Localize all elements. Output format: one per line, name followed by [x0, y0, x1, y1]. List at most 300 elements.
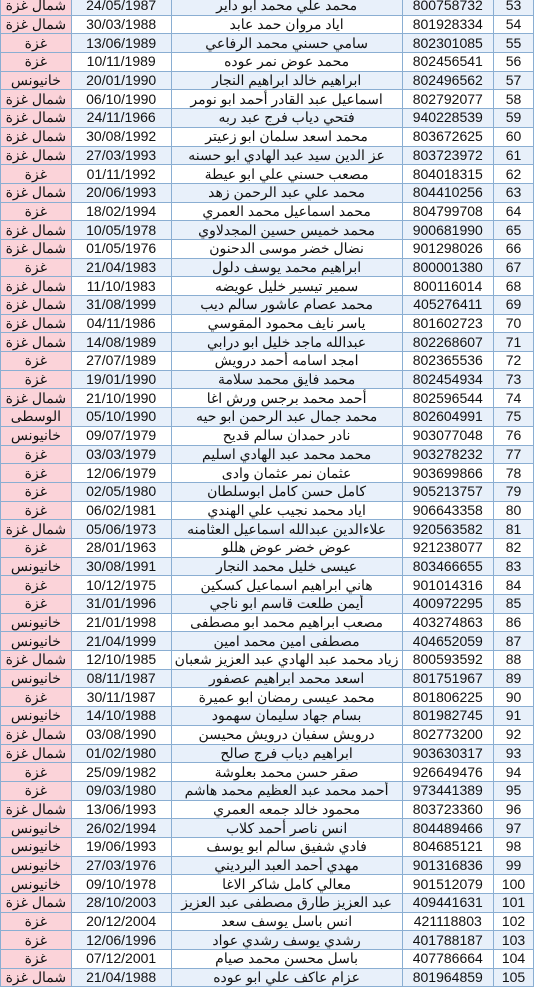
- id-number-cell: 940228539: [402, 109, 493, 128]
- row-number-cell: 92: [494, 725, 534, 744]
- full-name-cell: أحمد محمد برجس ورش اغا: [171, 389, 402, 408]
- full-name-cell: نضال خضر موسى الدحنون: [171, 239, 402, 258]
- region-cell: شمال غزة: [1, 127, 72, 146]
- birth-date-cell: 20/06/1993: [71, 183, 171, 202]
- birth-date-cell: 14/10/1988: [71, 707, 171, 726]
- full-name-cell: اياد محمد نجيب علي الهندي: [171, 501, 402, 520]
- table-row: [1, 912, 534, 931]
- full-name-cell: ابراهيم خالد ابراهيم النجار: [171, 71, 402, 90]
- row-number-cell: 98: [494, 837, 534, 856]
- row-number-cell: 78: [494, 464, 534, 483]
- full-name-cell: محمود خالد جمعه العمري: [171, 800, 402, 819]
- row-number-cell: 65: [494, 221, 534, 240]
- row-number-cell: 71: [494, 333, 534, 352]
- birth-date-cell: 10/05/1978: [71, 221, 171, 240]
- id-number-cell: 407786664: [402, 950, 493, 969]
- row-number-cell: 59: [494, 109, 534, 128]
- id-number-cell: 803723972: [402, 146, 493, 165]
- row-number-cell: 66: [494, 239, 534, 258]
- row-number-cell: 62: [494, 165, 534, 184]
- id-number-cell: 403274863: [402, 613, 493, 632]
- table-row: [1, 464, 534, 483]
- birth-date-cell: 12/10/1985: [71, 651, 171, 670]
- birth-date-cell: 10/12/1975: [71, 576, 171, 595]
- birth-date-cell: 18/02/1994: [71, 202, 171, 221]
- region-cell: غزة: [1, 538, 72, 557]
- full-name-cell: كامل حسن كامل ابوسلطان: [171, 482, 402, 501]
- birth-date-cell: 12/06/1996: [71, 931, 171, 950]
- row-number-cell: 99: [494, 856, 534, 875]
- birth-date-cell: 10/11/1989: [71, 53, 171, 72]
- row-number-cell: 56: [494, 53, 534, 72]
- row-number-cell: 102: [494, 912, 534, 931]
- table-row: [1, 819, 534, 838]
- table-row: [1, 146, 534, 165]
- region-cell: شمال غزة: [1, 520, 72, 539]
- table-row: [1, 165, 534, 184]
- id-number-cell: 801751967: [402, 669, 493, 688]
- table-row: [1, 109, 534, 128]
- birth-date-cell: 11/10/1983: [71, 277, 171, 296]
- id-number-cell: 800758732: [402, 0, 493, 15]
- region-cell: غزة: [1, 781, 72, 800]
- full-name-cell: مصعب حسني علي ابو عيطة: [171, 165, 402, 184]
- region-cell: شمال غزة: [1, 968, 72, 987]
- full-name-cell: محمد اسماعيل محمد العمري: [171, 202, 402, 221]
- region-cell: شمال غزة: [1, 221, 72, 240]
- id-number-cell: 405276411: [402, 296, 493, 315]
- birth-date-cell: 24/11/1966: [71, 109, 171, 128]
- full-name-cell: عثمان نمر عثمان وادى: [171, 464, 402, 483]
- birth-date-cell: 27/03/1993: [71, 146, 171, 165]
- records-table-body: [1, 0, 534, 987]
- birth-date-cell: 12/06/1979: [71, 464, 171, 483]
- birth-date-cell: 19/01/1990: [71, 370, 171, 389]
- row-number-cell: 87: [494, 632, 534, 651]
- table-row: [1, 576, 534, 595]
- full-name-cell: مصعب ابراهيم محمد ابو مصطفى: [171, 613, 402, 632]
- row-number-cell: 81: [494, 520, 534, 539]
- id-number-cell: 804410256: [402, 183, 493, 202]
- full-name-cell: محمد عوض نمر عوده: [171, 53, 402, 72]
- region-cell: غزة: [1, 763, 72, 782]
- row-number-cell: 84: [494, 576, 534, 595]
- id-number-cell: 404652059: [402, 632, 493, 651]
- id-number-cell: 802773200: [402, 725, 493, 744]
- full-name-cell: سمير تيسير خليل عويضه: [171, 277, 402, 296]
- full-name-cell: عزام عاكف علي ابو عوده: [171, 968, 402, 987]
- id-number-cell: 906643358: [402, 501, 493, 520]
- id-number-cell: 973441389: [402, 781, 493, 800]
- table-row: [1, 520, 534, 539]
- id-number-cell: 800116014: [402, 277, 493, 296]
- id-number-cell: 804685121: [402, 837, 493, 856]
- id-number-cell: 802365536: [402, 352, 493, 371]
- birth-date-cell: 21/04/1988: [71, 968, 171, 987]
- region-cell: شمال غزة: [1, 651, 72, 670]
- region-cell: خانيونس: [1, 707, 72, 726]
- full-name-cell: محمد عصام عاشور سالم ديب: [171, 296, 402, 315]
- full-name-cell: ياسر نايف محمود المقوسي: [171, 314, 402, 333]
- table-row: [1, 501, 534, 520]
- row-number-cell: 77: [494, 445, 534, 464]
- table-row: [1, 258, 534, 277]
- table-row: [1, 296, 534, 315]
- birth-date-cell: 09/07/1979: [71, 426, 171, 445]
- id-number-cell: 802454934: [402, 370, 493, 389]
- full-name-cell: محمد جمال عبد الرحمن ابو حيه: [171, 408, 402, 427]
- region-cell: شمال غزة: [1, 800, 72, 819]
- birth-date-cell: 26/02/1994: [71, 819, 171, 838]
- table-row: [1, 781, 534, 800]
- row-number-cell: 89: [494, 669, 534, 688]
- id-number-cell: 800001380: [402, 258, 493, 277]
- row-number-cell: 94: [494, 763, 534, 782]
- table-row: [1, 370, 534, 389]
- id-number-cell: 409441631: [402, 894, 493, 913]
- row-number-cell: 91: [494, 707, 534, 726]
- full-name-cell: محمد محمد عبد الهادي اسليم: [171, 445, 402, 464]
- id-number-cell: 804799708: [402, 202, 493, 221]
- birth-date-cell: 25/09/1982: [71, 763, 171, 782]
- full-name-cell: صقر حسن محمد بعلوشة: [171, 763, 402, 782]
- table-row: [1, 352, 534, 371]
- region-cell: خانيونس: [1, 632, 72, 651]
- id-number-cell: 803466655: [402, 557, 493, 576]
- region-cell: خانيونس: [1, 426, 72, 445]
- birth-date-cell: 31/08/1999: [71, 296, 171, 315]
- id-number-cell: 802301085: [402, 34, 493, 53]
- region-cell: غزة: [1, 258, 72, 277]
- region-cell: غزة: [1, 931, 72, 950]
- row-number-cell: 53: [494, 0, 534, 15]
- table-row: [1, 53, 534, 72]
- region-cell: غزة: [1, 370, 72, 389]
- row-number-cell: 72: [494, 352, 534, 371]
- table-row: [1, 389, 534, 408]
- table-row: [1, 707, 534, 726]
- id-number-cell: 801928334: [402, 15, 493, 34]
- full-name-cell: محمد علي عبد الرحمن زهد: [171, 183, 402, 202]
- region-cell: خانيونس: [1, 669, 72, 688]
- region-cell: شمال غزة: [1, 15, 72, 34]
- birth-date-cell: 30/11/1987: [71, 688, 171, 707]
- table-row: [1, 744, 534, 763]
- row-number-cell: 73: [494, 370, 534, 389]
- region-cell: غزة: [1, 34, 72, 53]
- full-name-cell: عيسى خليل محمد النجار: [171, 557, 402, 576]
- birth-date-cell: 21/01/1998: [71, 613, 171, 632]
- birth-date-cell: 08/11/1987: [71, 669, 171, 688]
- birth-date-cell: 21/04/1983: [71, 258, 171, 277]
- birth-date-cell: 31/01/1996: [71, 595, 171, 614]
- table-row: [1, 595, 534, 614]
- row-number-cell: 103: [494, 931, 534, 950]
- full-name-cell: باسل محسن محمد صيام: [171, 950, 402, 969]
- birth-date-cell: 21/04/1999: [71, 632, 171, 651]
- id-number-cell: 903077048: [402, 426, 493, 445]
- table-row: [1, 408, 534, 427]
- full-name-cell: محمد علي محمد ابو داير: [171, 0, 402, 15]
- table-row: [1, 445, 534, 464]
- id-number-cell: 903630317: [402, 744, 493, 763]
- row-number-cell: 80: [494, 501, 534, 520]
- id-number-cell: 901298026: [402, 239, 493, 258]
- row-number-cell: 69: [494, 296, 534, 315]
- row-number-cell: 93: [494, 744, 534, 763]
- id-number-cell: 802456541: [402, 53, 493, 72]
- birth-date-cell: 28/01/1963: [71, 538, 171, 557]
- id-number-cell: 903278232: [402, 445, 493, 464]
- id-number-cell: 900681990: [402, 221, 493, 240]
- full-name-cell: محمد فايق محمد سلامة: [171, 370, 402, 389]
- table-row: [1, 0, 534, 15]
- table-row: [1, 968, 534, 987]
- id-number-cell: 804489466: [402, 819, 493, 838]
- id-number-cell: 901014316: [402, 576, 493, 595]
- table-row: [1, 538, 534, 557]
- table-row: [1, 651, 534, 670]
- region-cell: شمال غزة: [1, 239, 72, 258]
- row-number-cell: 63: [494, 183, 534, 202]
- id-number-cell: 903699866: [402, 464, 493, 483]
- row-number-cell: 97: [494, 819, 534, 838]
- table-row: [1, 34, 534, 53]
- region-cell: غزة: [1, 595, 72, 614]
- table-row: [1, 950, 534, 969]
- id-number-cell: 801964859: [402, 968, 493, 987]
- region-cell: خانيونس: [1, 557, 72, 576]
- full-name-cell: اسماعيل عبد القادر أحمد ابو نومر: [171, 90, 402, 109]
- full-name-cell: معالي كامل شاكر الاغا: [171, 875, 402, 894]
- birth-date-cell: 24/05/1987: [71, 0, 171, 15]
- region-cell: شمال غزة: [1, 0, 72, 15]
- id-number-cell: 920563582: [402, 520, 493, 539]
- region-cell: غزة: [1, 912, 72, 931]
- full-name-cell: رشدي يوسف رشدي عواد: [171, 931, 402, 950]
- id-number-cell: 901316836: [402, 856, 493, 875]
- row-number-cell: 57: [494, 71, 534, 90]
- region-cell: غزة: [1, 576, 72, 595]
- id-number-cell: 802792077: [402, 90, 493, 109]
- region-cell: شمال غزة: [1, 744, 72, 763]
- region-cell: شمال غزة: [1, 146, 72, 165]
- region-cell: الوسطى: [1, 408, 72, 427]
- id-number-cell: 804018315: [402, 165, 493, 184]
- row-number-cell: 55: [494, 34, 534, 53]
- row-number-cell: 70: [494, 314, 534, 333]
- region-cell: خانيونس: [1, 875, 72, 894]
- id-number-cell: 905213757: [402, 482, 493, 501]
- row-number-cell: 82: [494, 538, 534, 557]
- row-number-cell: 58: [494, 90, 534, 109]
- birth-date-cell: 05/10/1990: [71, 408, 171, 427]
- row-number-cell: 105: [494, 968, 534, 987]
- table-row: [1, 856, 534, 875]
- full-name-cell: مهدي أحمد العبد البرديني: [171, 856, 402, 875]
- full-name-cell: مصطفى امين محمد امين: [171, 632, 402, 651]
- region-cell: شمال غزة: [1, 90, 72, 109]
- region-cell: خانيونس: [1, 819, 72, 838]
- table-row: [1, 183, 534, 202]
- region-cell: خانيونس: [1, 71, 72, 90]
- row-number-cell: 83: [494, 557, 534, 576]
- full-name-cell: أحمد محمد عبد العظيم محمد هاشم: [171, 781, 402, 800]
- row-number-cell: 100: [494, 875, 534, 894]
- region-cell: شمال غزة: [1, 109, 72, 128]
- birth-date-cell: 30/08/1992: [71, 127, 171, 146]
- id-number-cell: 801806225: [402, 688, 493, 707]
- birth-date-cell: 20/01/1990: [71, 71, 171, 90]
- full-name-cell: عبدالله ماجد خليل ابو درابي: [171, 333, 402, 352]
- row-number-cell: 96: [494, 800, 534, 819]
- region-cell: خانيونس: [1, 837, 72, 856]
- id-number-cell: 921238077: [402, 538, 493, 557]
- full-name-cell: عوض خضر عوض هللو: [171, 538, 402, 557]
- full-name-cell: هاني ابراهيم اسماعيل كسكين: [171, 576, 402, 595]
- birth-date-cell: 06/10/1990: [71, 90, 171, 109]
- birth-date-cell: 07/12/2001: [71, 950, 171, 969]
- table-row: [1, 127, 534, 146]
- region-cell: غزة: [1, 464, 72, 483]
- full-name-cell: عبد العزيز طارق مصطفى عبد العزيز: [171, 894, 402, 913]
- full-name-cell: عز الدين سيد عبد الهادي ابو حسنه: [171, 146, 402, 165]
- row-number-cell: 101: [494, 894, 534, 913]
- table-row: [1, 482, 534, 501]
- birth-date-cell: 03/08/1990: [71, 725, 171, 744]
- full-name-cell: علاءالدين عبدالله اسماعيل العثامنه: [171, 520, 402, 539]
- table-row: [1, 800, 534, 819]
- birth-date-cell: 27/03/1976: [71, 856, 171, 875]
- row-number-cell: 60: [494, 127, 534, 146]
- full-name-cell: فتحي دياب فرج عبد ربه: [171, 109, 402, 128]
- birth-date-cell: 03/03/1979: [71, 445, 171, 464]
- id-number-cell: 421118803: [402, 912, 493, 931]
- row-number-cell: 76: [494, 426, 534, 445]
- birth-date-cell: 04/11/1986: [71, 314, 171, 333]
- id-number-cell: 901512079: [402, 875, 493, 894]
- region-cell: شمال غزة: [1, 296, 72, 315]
- region-cell: غزة: [1, 482, 72, 501]
- birth-date-cell: 01/11/1992: [71, 165, 171, 184]
- row-number-cell: 61: [494, 146, 534, 165]
- table-row: [1, 15, 534, 34]
- birth-date-cell: 28/10/2003: [71, 894, 171, 913]
- id-number-cell: 802604991: [402, 408, 493, 427]
- full-name-cell: ابراهيم محمد يوسف دلول: [171, 258, 402, 277]
- full-name-cell: أيمن طلعت قاسم ابو ناجي: [171, 595, 402, 614]
- table-row: [1, 688, 534, 707]
- id-number-cell: 400972295: [402, 595, 493, 614]
- full-name-cell: انس باسل يوسف سعد: [171, 912, 402, 931]
- region-cell: شمال غزة: [1, 333, 72, 352]
- table-row: [1, 426, 534, 445]
- region-cell: غزة: [1, 202, 72, 221]
- full-name-cell: زياد محمد عبد الهادي عبد العزيز شعبان: [171, 651, 402, 670]
- table-row: [1, 90, 534, 109]
- birth-date-cell: 05/06/1973: [71, 520, 171, 539]
- region-cell: خانيونس: [1, 856, 72, 875]
- region-cell: شمال غزة: [1, 389, 72, 408]
- birth-date-cell: 13/06/1989: [71, 34, 171, 53]
- row-number-cell: 88: [494, 651, 534, 670]
- id-number-cell: 803723360: [402, 800, 493, 819]
- birth-date-cell: 09/10/1978: [71, 875, 171, 894]
- table-row: [1, 239, 534, 258]
- table-row: [1, 613, 534, 632]
- region-cell: غزة: [1, 53, 72, 72]
- full-name-cell: محمد عيسى رمضان ابو عميرة: [171, 688, 402, 707]
- row-number-cell: 74: [494, 389, 534, 408]
- birth-date-cell: 02/05/1980: [71, 482, 171, 501]
- birth-date-cell: 21/10/1990: [71, 389, 171, 408]
- full-name-cell: ابراهيم دياب فرج صالح: [171, 744, 402, 763]
- birth-date-cell: 01/05/1976: [71, 239, 171, 258]
- row-number-cell: 54: [494, 15, 534, 34]
- region-cell: شمال غزة: [1, 183, 72, 202]
- birth-date-cell: 27/07/1989: [71, 352, 171, 371]
- id-number-cell: 926649476: [402, 763, 493, 782]
- birth-date-cell: 13/06/1993: [71, 800, 171, 819]
- full-name-cell: اسعد محمد ابراهيم عصفور: [171, 669, 402, 688]
- birth-date-cell: 09/03/1980: [71, 781, 171, 800]
- row-number-cell: 68: [494, 277, 534, 296]
- region-cell: شمال غزة: [1, 894, 72, 913]
- full-name-cell: انس ناصر أحمد كلاب: [171, 819, 402, 838]
- row-number-cell: 79: [494, 482, 534, 501]
- birth-date-cell: 20/12/2004: [71, 912, 171, 931]
- table-row: [1, 837, 534, 856]
- id-number-cell: 802596544: [402, 389, 493, 408]
- full-name-cell: درويش سفيان درويش محيسن: [171, 725, 402, 744]
- table-row: [1, 931, 534, 950]
- row-number-cell: 90: [494, 688, 534, 707]
- id-number-cell: 801982745: [402, 707, 493, 726]
- region-cell: شمال غزة: [1, 277, 72, 296]
- table-row: [1, 557, 534, 576]
- region-cell: غزة: [1, 950, 72, 969]
- table-row: [1, 875, 534, 894]
- birth-date-cell: 30/08/1991: [71, 557, 171, 576]
- birth-date-cell: 01/02/1980: [71, 744, 171, 763]
- id-number-cell: 801602723: [402, 314, 493, 333]
- table-row: [1, 277, 534, 296]
- row-number-cell: 95: [494, 781, 534, 800]
- table-row: [1, 763, 534, 782]
- id-number-cell: 802268607: [402, 333, 493, 352]
- region-cell: غزة: [1, 445, 72, 464]
- table-row: [1, 725, 534, 744]
- full-name-cell: بسام جهاد سليمان سهمود: [171, 707, 402, 726]
- table-row: [1, 632, 534, 651]
- region-cell: غزة: [1, 688, 72, 707]
- table-row: [1, 202, 534, 221]
- row-number-cell: 104: [494, 950, 534, 969]
- id-number-cell: 401788187: [402, 931, 493, 950]
- full-name-cell: سامي حسني محمد الرفاعي: [171, 34, 402, 53]
- region-cell: غزة: [1, 165, 72, 184]
- id-number-cell: 803672625: [402, 127, 493, 146]
- full-name-cell: اياد مروان حمد عابد: [171, 15, 402, 34]
- table-row: [1, 314, 534, 333]
- birth-date-cell: 19/06/1993: [71, 837, 171, 856]
- table-row: [1, 71, 534, 90]
- row-number-cell: 64: [494, 202, 534, 221]
- row-number-cell: 67: [494, 258, 534, 277]
- table-row: [1, 221, 534, 240]
- full-name-cell: فادي شفيق سالم ابو يوسف: [171, 837, 402, 856]
- region-cell: غزة: [1, 501, 72, 520]
